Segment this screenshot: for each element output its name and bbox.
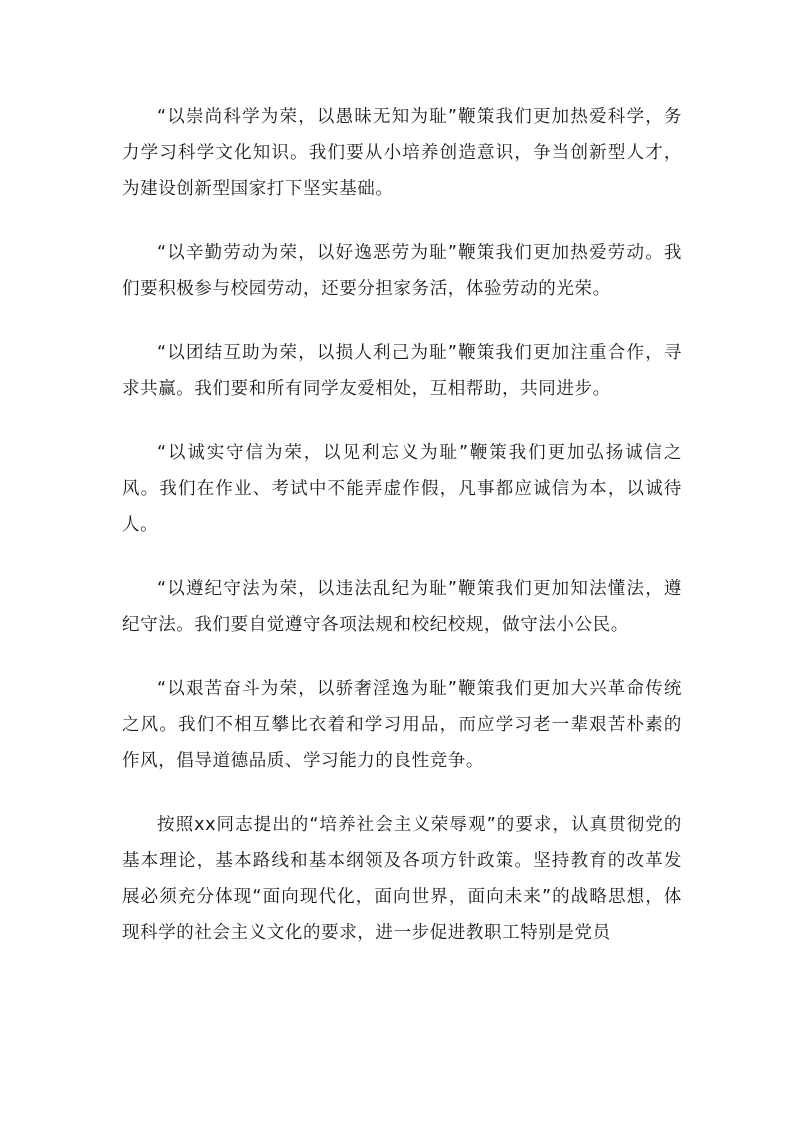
paragraph-unity: “以团结互助为荣，以损人利己为耻”鞭策我们更加注重合作，寻求共赢。我们要和所有同学友爱相处，互相帮助，共同进步。: [122, 343, 682, 399]
paragraph-requirements: 按照xx同志提出的“培养社会主义荣辱观”的要求，认真贯彻党的基本理论，基本路线和基本纲领及各项方针政策。坚持教育的改革发展必须充分体现“面向现代化，面向世界，面向未来”的战略思想，体现科学的社会主义文化的要求，进一步促进教职工特别是党员: [122, 815, 682, 943]
paragraph-honesty: “以诚实守信为荣，以见利忘义为耻”鞭策我们更加弘扬诚信之风。我们在作业、考试中不能弄虚作假，凡事都应诚信为本，以诚待人。: [122, 443, 682, 535]
paragraph-hardwork: “以艰苦奋斗为荣，以骄奢淫逸为耻”鞭策我们更加大兴革命传统之风。我们不相互攀比衣着和学习用品，而应学习老一辈艰苦朴素的作风，倡导道德品质、学习能力的良性竞争。: [122, 679, 682, 771]
document-body: [122, 99, 682, 979]
paragraph-science: “以崇尚科学为荣，以愚昧无知为耻”鞭策我们更加热爱科学，务力学习科学文化知识。我们要从小培养创造意识，争当创新型人才，为建设创新型国家打下坚实基础。: [122, 107, 682, 199]
paragraph-law: “以遵纪守法为荣，以违法乱纪为耻”鞭策我们更加知法懂法，遵纪守法。我们要自觉遵守各项法规和校纪校规，做守法小公民。: [122, 579, 682, 635]
paragraph-labor: “以辛勤劳动为荣，以好逸恶劳为耻”鞭策我们更加热爱劳动。我们要积极参与校园劳动，还要分担家务活，体验劳动的光荣。: [122, 243, 682, 299]
